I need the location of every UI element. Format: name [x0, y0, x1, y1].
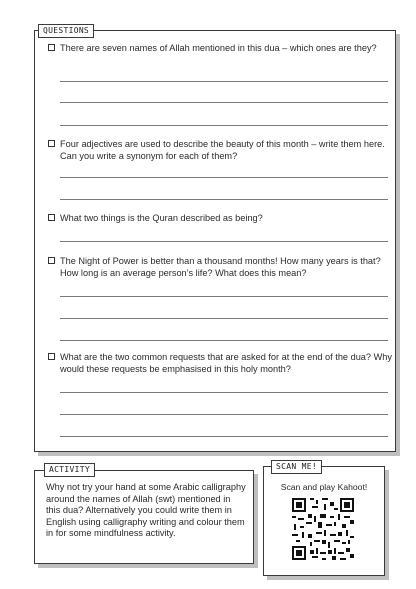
answer-line[interactable]	[60, 436, 388, 437]
answer-line[interactable]	[60, 340, 388, 341]
question-1-text: There are seven names of Allah mentioned in this dua – which ones are they?	[60, 43, 377, 53]
activity-heading: ACTIVITY	[44, 463, 95, 477]
question-2	[48, 139, 392, 162]
question-3-checkbox[interactable]	[48, 214, 55, 221]
answer-line[interactable]	[60, 414, 388, 415]
answer-line[interactable]	[60, 241, 388, 242]
question-4-checkbox[interactable]	[48, 257, 55, 264]
questions-heading: QUESTIONS	[38, 24, 94, 38]
question-2-text: Four adjectives are used to describe the beauty of this month – write them here. Can you write a synonym for each of them?	[60, 139, 385, 161]
question-4-text: The Night of Power is better than a thousand months! How many years is that? How long is an average person’s life? What does this mean?	[60, 256, 381, 278]
scan-heading: SCAN ME!	[271, 460, 322, 474]
answer-line[interactable]	[60, 318, 388, 319]
question-5	[48, 352, 392, 375]
question-3-text: What two things is the Quran described as being?	[60, 213, 263, 223]
question-5-checkbox[interactable]	[48, 353, 55, 360]
answer-line[interactable]	[60, 296, 388, 297]
qr-code[interactable]	[290, 496, 356, 562]
activity-text: Why not try your hand at some Arabic calligraphy around the names of Allah (swt) mentioned in this dua? Alternatively you could write them in English using calligraphy writing and colour them in for some mindfulness activity.	[46, 482, 246, 539]
question-5-text: What are the two common requests that are asked for at the end of the dua? Why would these requests be emphasised in this holy month?	[60, 352, 392, 374]
question-2-checkbox[interactable]	[48, 140, 55, 147]
answer-line[interactable]	[60, 199, 388, 200]
answer-line[interactable]	[60, 177, 388, 178]
answer-line[interactable]	[60, 392, 388, 393]
question-1	[48, 43, 392, 55]
answer-line[interactable]	[60, 81, 388, 82]
question-1-checkbox[interactable]	[48, 44, 55, 51]
question-4	[48, 256, 392, 279]
answer-line[interactable]	[60, 102, 388, 103]
answer-line[interactable]	[60, 125, 388, 126]
scan-text: Scan and play Kahoot!	[280, 482, 368, 492]
question-3	[48, 213, 392, 225]
